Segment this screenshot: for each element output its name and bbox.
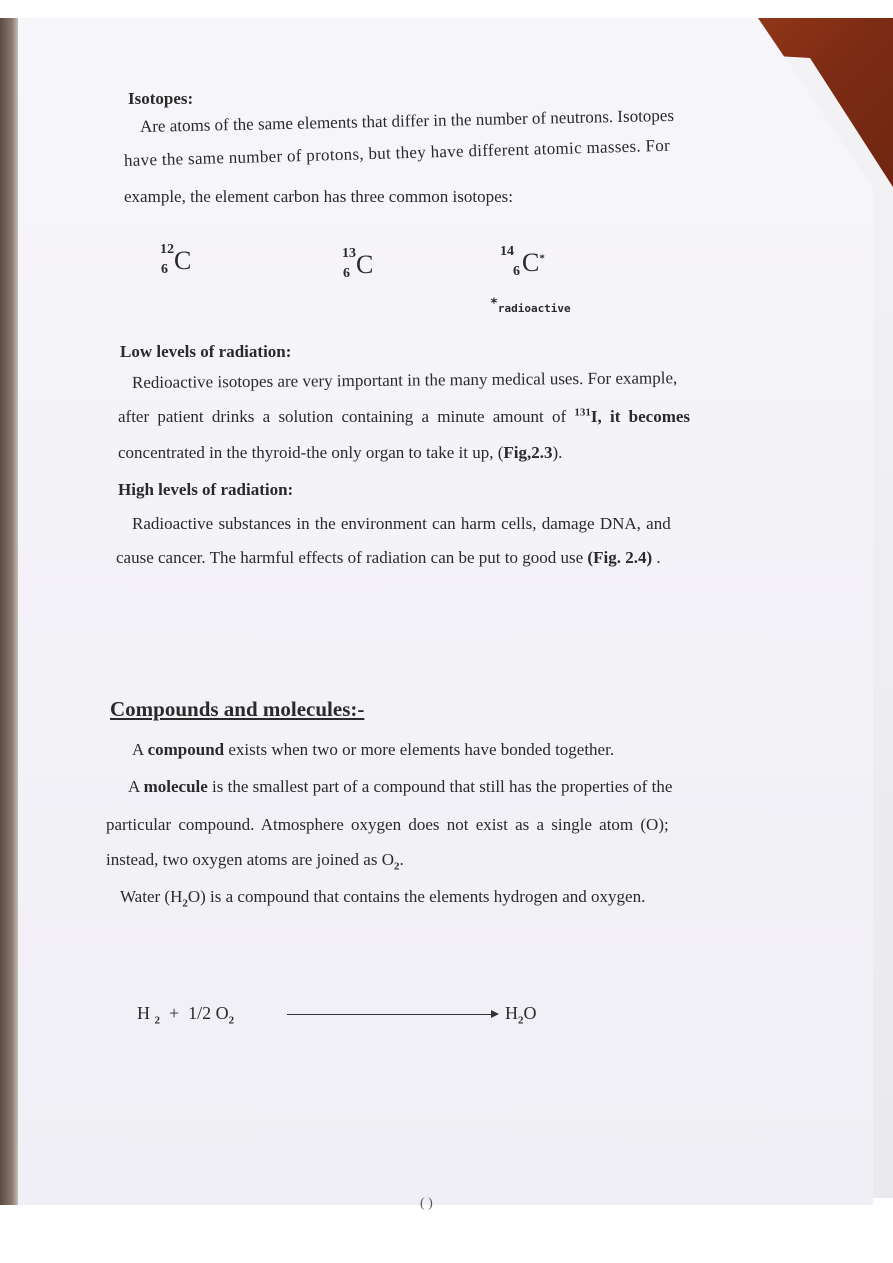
compounds-heading: Compounds and molecules:- [110, 697, 365, 721]
water-compound-line: Water $(H_2O)$ is a compound that contains the elements hydrogen and oxygen. [120, 887, 646, 910]
isotope-carbon-12: 12 6 C [160, 242, 192, 277]
isotopes-line-1: Are atoms of the same elements that differ in the number of neutrons. Isotopes [139, 105, 675, 136]
isotope-carbon-13: 13 6 C [342, 246, 374, 281]
reaction-arrow [287, 1014, 497, 1015]
page-number: ( ) [420, 1196, 433, 1211]
high-radiation-line-1: Radioactive substances in the environment can harm cells, damage DNA, and [132, 514, 671, 533]
isotopes-line-2: have the same number of protons, but they have different atomic masses. For [123, 135, 671, 170]
low-radiation-line-3: concentrated in the thyroid-the only organ to take it up, (Fig,2.3). [118, 443, 563, 462]
compound-definition: A compound exists when two or more elements have bonded together. [132, 740, 615, 759]
isotopes-line-3: example, the element carbon has three common isotopes: [124, 187, 513, 206]
low-radiation-line-2: after patient drinks a solution containing a minute amount of $^{131}$I, it becomes [118, 406, 691, 426]
molecule-definition-line-1: A molecule is the smallest part of a compound that still has the properties of the [128, 777, 673, 796]
product-water: $H_2O$ [505, 1003, 537, 1027]
low-radiation-line-1: Redioactive isotopes are very important in the many medical uses. For example, [131, 368, 678, 392]
molecule-definition-line-2: particular compound. Atmosphere oxygen does not exist as a single atom (O); [106, 815, 669, 834]
molecule-definition-line-3: instead, two oxygen atoms are joined as $O_2$. [106, 850, 404, 873]
high-radiation-heading: High levels of radiation: [118, 480, 294, 499]
isotopes-heading: Isotopes: [128, 89, 194, 108]
low-radiation-heading: Low levels of radiation: [120, 342, 292, 361]
radioactive-footnote: *radioactive [490, 296, 571, 315]
reactants: H $_2$ + 1/2 $O_2$ [137, 1003, 235, 1027]
high-radiation-line-2: cause cancer. The harmful effects of radiation can be put to good use (Fig. 2.4) . [116, 548, 661, 567]
isotope-carbon-14: 14 6 C* [500, 244, 545, 279]
